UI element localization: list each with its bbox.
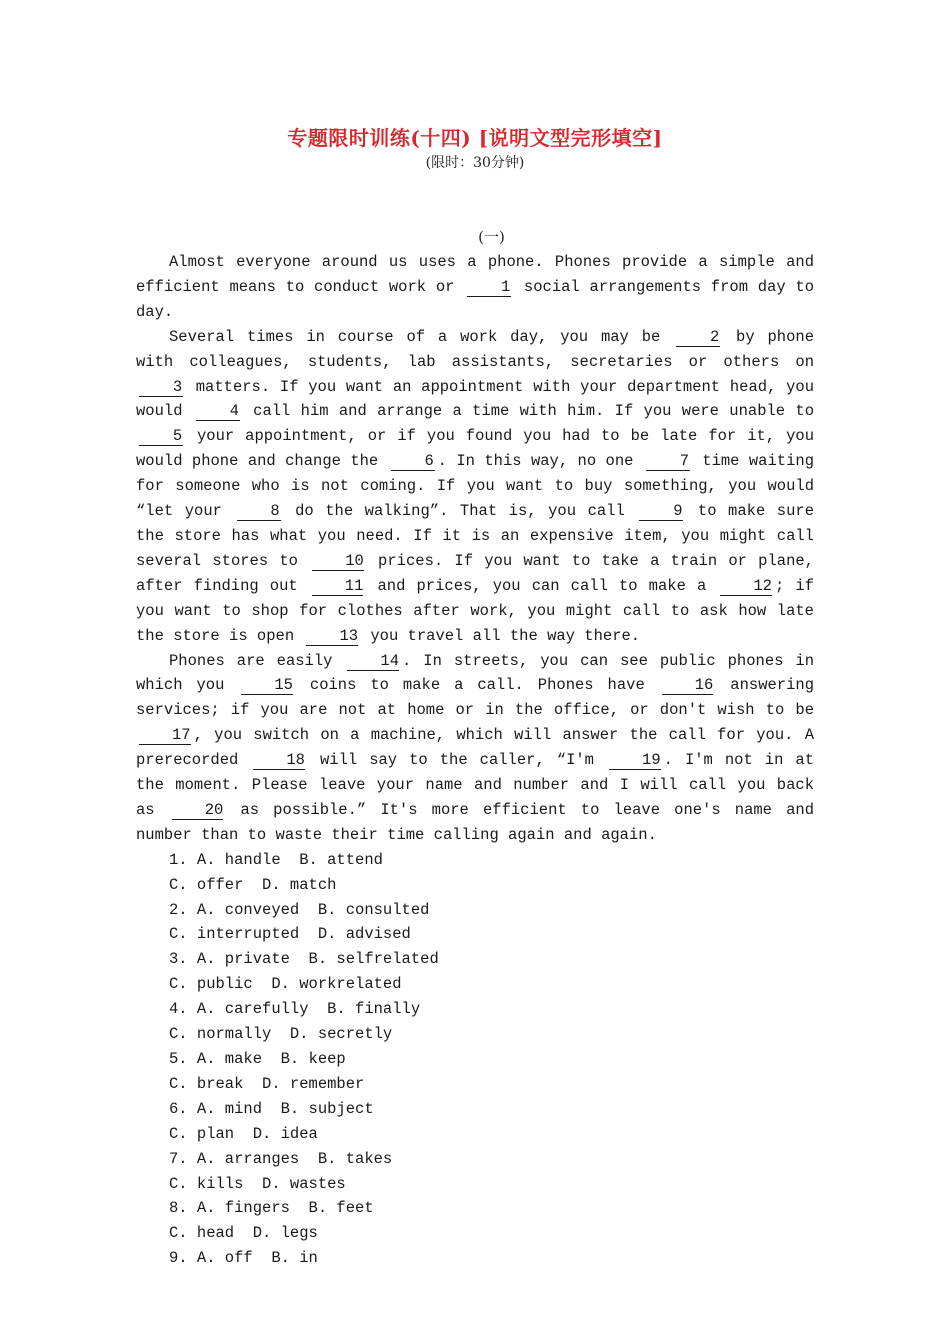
cloze-blank: 8 <box>237 503 281 521</box>
option-line: C. break D. remember <box>169 1074 365 1093</box>
option-line: C. offer D. match <box>169 875 337 894</box>
option-line: 6. A. mind B. subject <box>169 1099 374 1118</box>
passage-text: time waiting for someone who is not coming. If you want to buy something, you would “let your <box>136 452 814 521</box>
passage-text: Several times in course of a work day, you may be <box>169 327 674 346</box>
passage-text: . In streets, you can see public phones in which you <box>136 651 814 695</box>
cloze-blank: 12 <box>720 578 772 596</box>
cloze-blank: 6 <box>391 453 435 471</box>
cloze-blank: 1 <box>467 279 511 297</box>
section-label: (一) <box>478 228 505 246</box>
cloze-blank: 20 <box>172 802 224 820</box>
time-limit: (限时：30分钟) <box>425 155 525 171</box>
option-line: 3. A. private B. selfrelated <box>169 950 439 969</box>
option-line: 4. A. carefully B. finally <box>169 1000 421 1019</box>
cloze-blank: 17 <box>139 727 191 745</box>
cloze-blank: 2 <box>676 329 720 347</box>
page-title: 专题限时训练(十四) [说明文型完形填空] <box>287 126 663 150</box>
option-line: C. head D. legs <box>169 1224 318 1243</box>
option-line: 2. A. conveyed B. consulted <box>169 900 430 919</box>
passage-text: social arrangements from day to day. <box>136 277 814 321</box>
passage-paragraph <box>136 649 814 848</box>
cloze-blank: 18 <box>253 752 305 770</box>
cloze-blank: 7 <box>646 453 690 471</box>
cloze-blank: 5 <box>139 428 183 446</box>
passage-text: call him and arrange a time with him. If you were unable to <box>242 402 815 421</box>
option-line: 9. A. off B. in <box>169 1249 318 1268</box>
passage-text: prices. If you want to take a train or plane, after finding out <box>136 551 814 595</box>
passage-text: . In this way, no one <box>437 452 643 471</box>
passage-text: you travel all the way there. <box>361 626 641 645</box>
cloze-blank: 3 <box>139 379 183 397</box>
cloze-blank: 9 <box>639 503 683 521</box>
passage-text: Almost everyone around us uses a phone. Phones provide a simple and efficient means to conduct work or <box>136 253 814 296</box>
passage-text: ; if you want to shop for clothes after work, you might call to ask how late the store is open <box>136 576 814 645</box>
passage-text: do the walking”. That is, you call <box>283 502 637 521</box>
answer-options <box>136 848 814 1271</box>
passage-text: matters. If you want an appointment with your department head, you would <box>136 377 814 421</box>
passage-paragraph <box>136 325 814 649</box>
option-line: C. public D. workrelated <box>169 975 402 994</box>
cloze-blank: 11 <box>312 578 364 596</box>
passage-paragraph <box>136 250 814 325</box>
passage-text: . I'm not in at the moment. Please leave your name and number and I will call you back as <box>136 751 815 819</box>
passage-text: as possible.” It's more efficient to leave one's name and number than to waste their time calling again and again. <box>136 800 814 844</box>
passage-text: your appointment, or if you found you had to be late for it, you would phone and change the <box>136 427 814 471</box>
cloze-blank: 10 <box>312 553 364 571</box>
option-line: C. interrupted D. advised <box>169 925 411 944</box>
passage <box>136 250 814 848</box>
cloze-blank: 4 <box>196 403 240 421</box>
option-line: 7. A. arranges B. takes <box>169 1149 393 1168</box>
passage-text: will say to the caller, “I'm <box>307 751 607 770</box>
option-line: C. normally D. secretly <box>169 1025 393 1044</box>
passage-text: answering services; if you are not at home or in the office, or don't wish to be <box>136 676 814 720</box>
passage-text: , you switch on a machine, which will answer the call for you. A prerecorded <box>136 726 814 770</box>
passage-text: by phone with colleagues, students, lab assistants, secretaries or others on <box>136 327 814 371</box>
cloze-blank: 19 <box>609 752 661 770</box>
option-line: 1. A. handle B. attend <box>169 850 383 869</box>
option-line: 8. A. fingers B. feet <box>169 1199 374 1218</box>
cloze-passage-body <box>136 250 814 1271</box>
cloze-blank: 15 <box>241 677 293 695</box>
option-line: 5. A. make B. keep <box>169 1050 346 1068</box>
option-line: C. plan D. idea <box>169 1124 318 1143</box>
passage-text: and prices, you can call to make a <box>366 576 718 595</box>
passage-text: coins to make a call. Phones have <box>295 676 659 695</box>
cloze-blank: 16 <box>662 677 714 695</box>
cloze-blank: 14 <box>347 653 399 671</box>
option-line: C. kills D. wastes <box>169 1174 346 1193</box>
passage-text: to make sure the store has what you need. If it is an expensive item, you might call several stores to <box>136 502 815 570</box>
cloze-blank: 13 <box>306 628 358 646</box>
passage-text: Phones are easily <box>169 651 345 670</box>
